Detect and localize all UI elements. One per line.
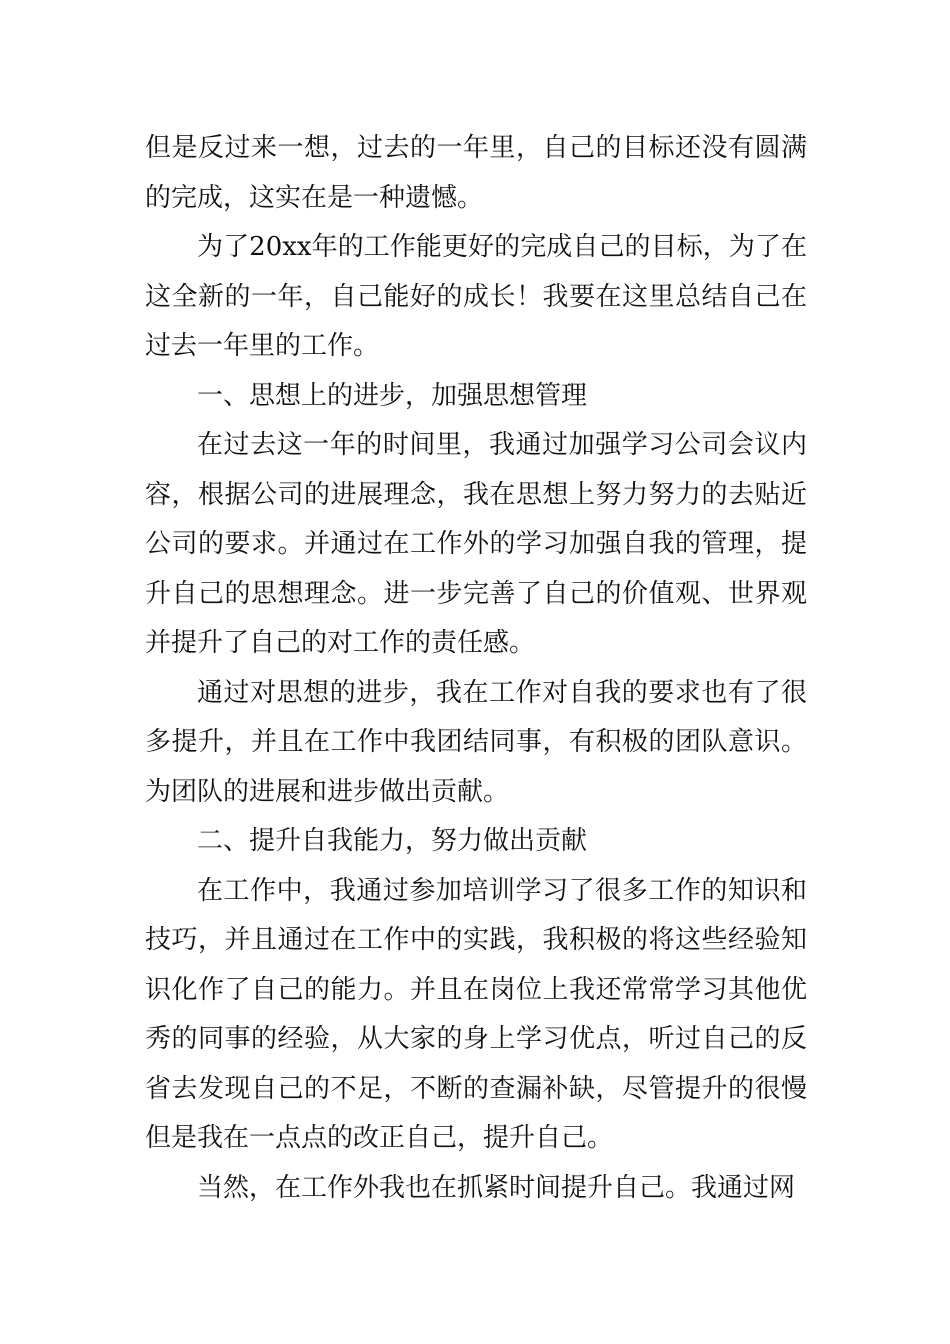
section-heading-1: 一、思想上的进步，加强思想管理 — [197, 380, 588, 411]
document-body — [145, 124, 807, 1213]
paragraph-section2-a: 在工作中，我通过参加培训学习了很多工作的知识和技巧，并且通过在工作中的实践，我积极的将这些经验知识化作了自己的能力。并且在岗位上我还常常学习其他优秀的同事的经验，从大家的身上学习优点，听过自己的反省去发现自己的不足，不断的查漏补缺，尽管提升的很慢但是我在一点点的改正自己，提升自己。 — [145, 875, 807, 1153]
paragraph-section2-b: 当然，在工作外我也在抓紧时间提升自己。我通过网 — [197, 1172, 796, 1203]
paragraph-continuation: 但是反过来一想，过去的一年里，自己的目标还没有圆满的完成，这实在是一种遗憾。 — [145, 133, 807, 213]
paragraph-intro: 为了20xx年的工作能更好的完成自己的目标，为了在这全新的一年，自己能好的成长！我要在这里总结自己在过去一年里的工作。 — [145, 232, 807, 361]
section-heading-2: 二、提升自我能力，努力做出贡献 — [197, 826, 588, 856]
paragraph-section1-b: 通过对思想的进步，我在工作对自我的要求也有了很多提升，并且在工作中我团结同事，有积极的团队意识。为团队的进展和进步做出贡献。 — [145, 677, 807, 807]
paragraph-section1-a: 在过去这一年的时间里，我通过加强学习公司会议内容，根据公司的进展理念，我在思想上努力努力的去贴近公司的要求。并通过在工作外的学习加强自我的管理，提升自己的思想理念。进一步完善了自己的价值观、世界观并提升了自己的对工作的责任感。 — [145, 430, 807, 658]
